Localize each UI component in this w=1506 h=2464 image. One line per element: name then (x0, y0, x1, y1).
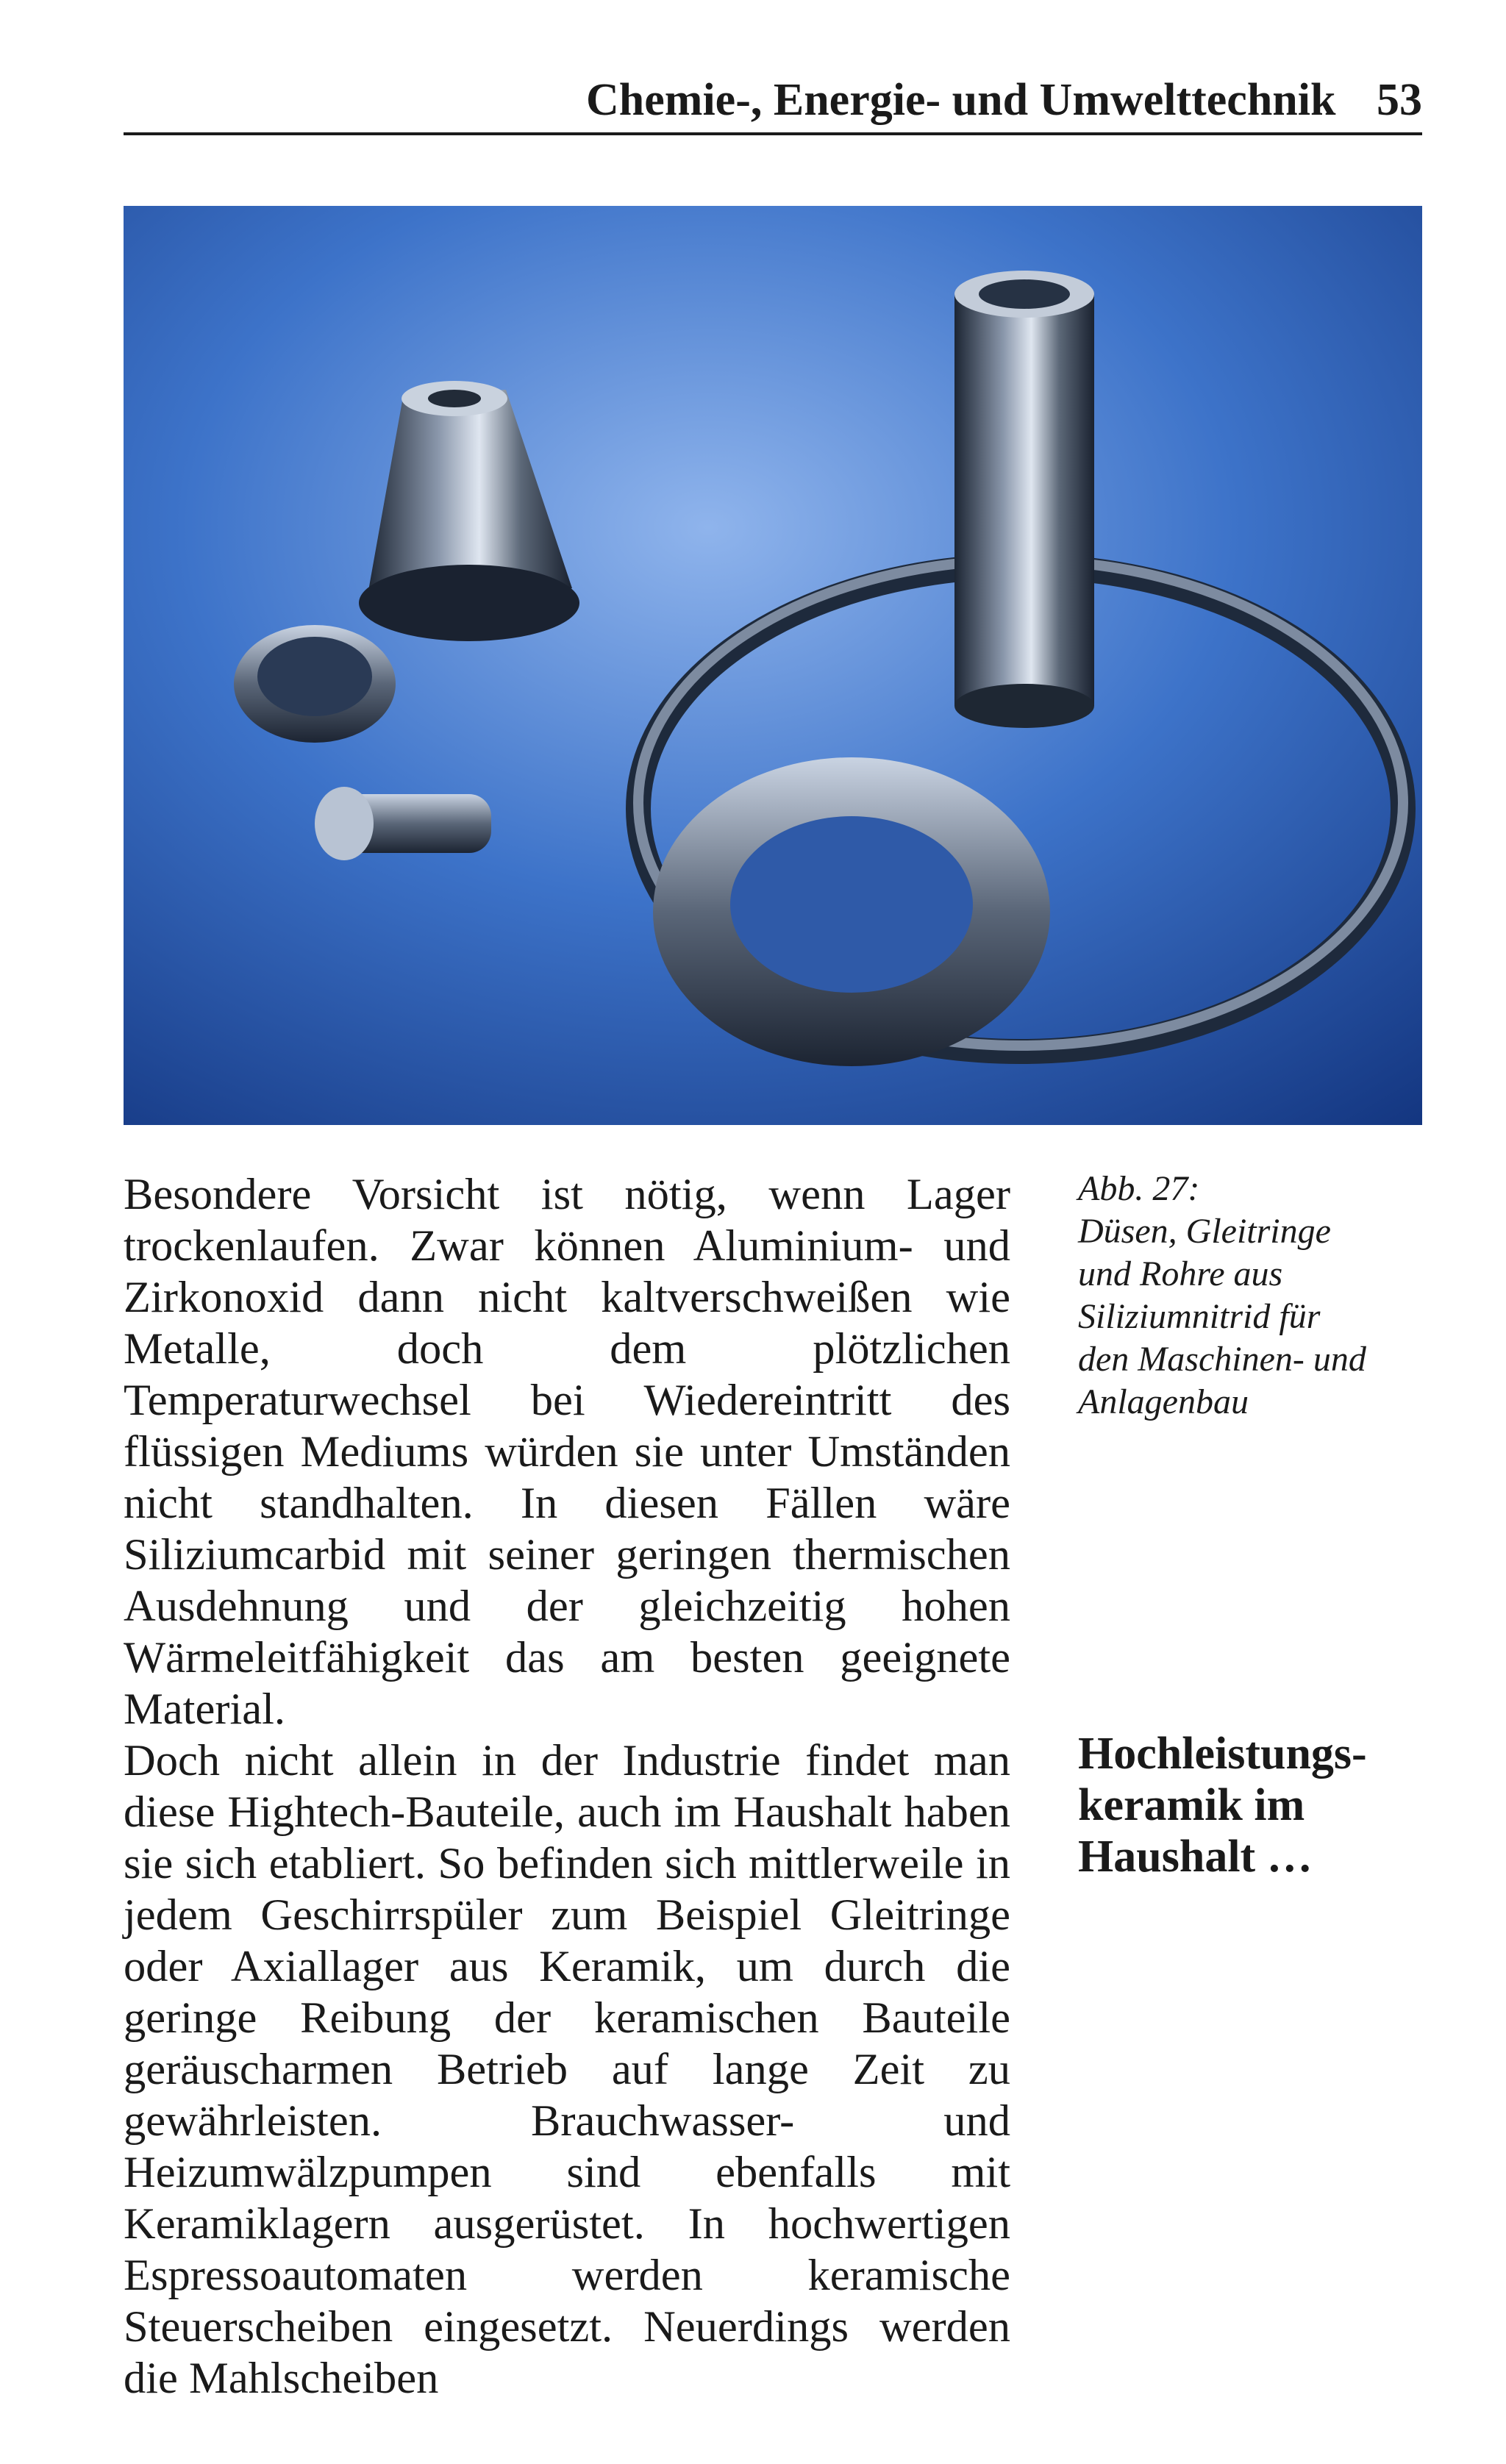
figure-photo-ceramic-parts (124, 206, 1422, 1125)
marginal-heading-line: keramik im (1078, 1780, 1305, 1830)
caption-line: Siliziumnitrid für (1078, 1297, 1321, 1336)
body-paragraph-2: Doch nicht allein in der Industrie findet man diese Hightech-Bauteile, auch im Haushalt haben sie sich etabliert. So befinden sich mittlerweile in jedem Geschirrspüler zum Beispiel Gleitringe oder Axiallager aus Keramik, um durch die geringe Reibung der keramischen Bauteile geräuscharmen Betrieb auf lange Zeit zu gewährleisten. Brauchwasser- und Heizumwälzpumpen sind ebenfalls mit Keramiklagern ausgerüstet. In hochwertigen Espressoautomaten werden keramische Steuerscheiben eingesetzt. Neuerdings werden die Mahlscheiben (124, 1736, 1010, 2403)
running-head-title: Chemie-, Energie- und Umwelttechnik (586, 75, 1336, 125)
marginal-heading (1078, 1728, 1424, 1882)
marginal-heading-line: Hochleistungs- (1078, 1729, 1367, 1779)
figure-caption (1078, 1168, 1424, 1424)
running-head (124, 68, 1422, 135)
page-number: 53 (1377, 75, 1422, 125)
caption-line: und Rohre aus (1078, 1254, 1283, 1293)
caption-label: Abb. 27: (1078, 1169, 1200, 1208)
marginal-heading-line: Haushalt … (1078, 1832, 1313, 1882)
caption-line: den Maschinen- und (1078, 1340, 1366, 1379)
body-paragraph-1: Besondere Vorsicht ist nötig, wenn Lager trockenlaufen. Zwar können Aluminium- und Zirkonoxid dann nicht kaltverschweißen wie Metalle, doch dem plötzlichen Temperaturwechsel bei Wiedereintritt des flüssigen Mediums würden sie unter Umständen nicht standhalten. In diesen Fällen wäre Siliziumcarbid mit seiner geringen thermischen Ausdehnung und der gleichzeitig hohen Wärmeleitfähigkeit das am besten geeignete Material. (124, 1170, 1010, 1734)
caption-line: Düsen, Gleitringe (1078, 1212, 1331, 1251)
body-text (124, 1169, 1010, 2404)
caption-line: Anlagenbau (1078, 1382, 1249, 1421)
